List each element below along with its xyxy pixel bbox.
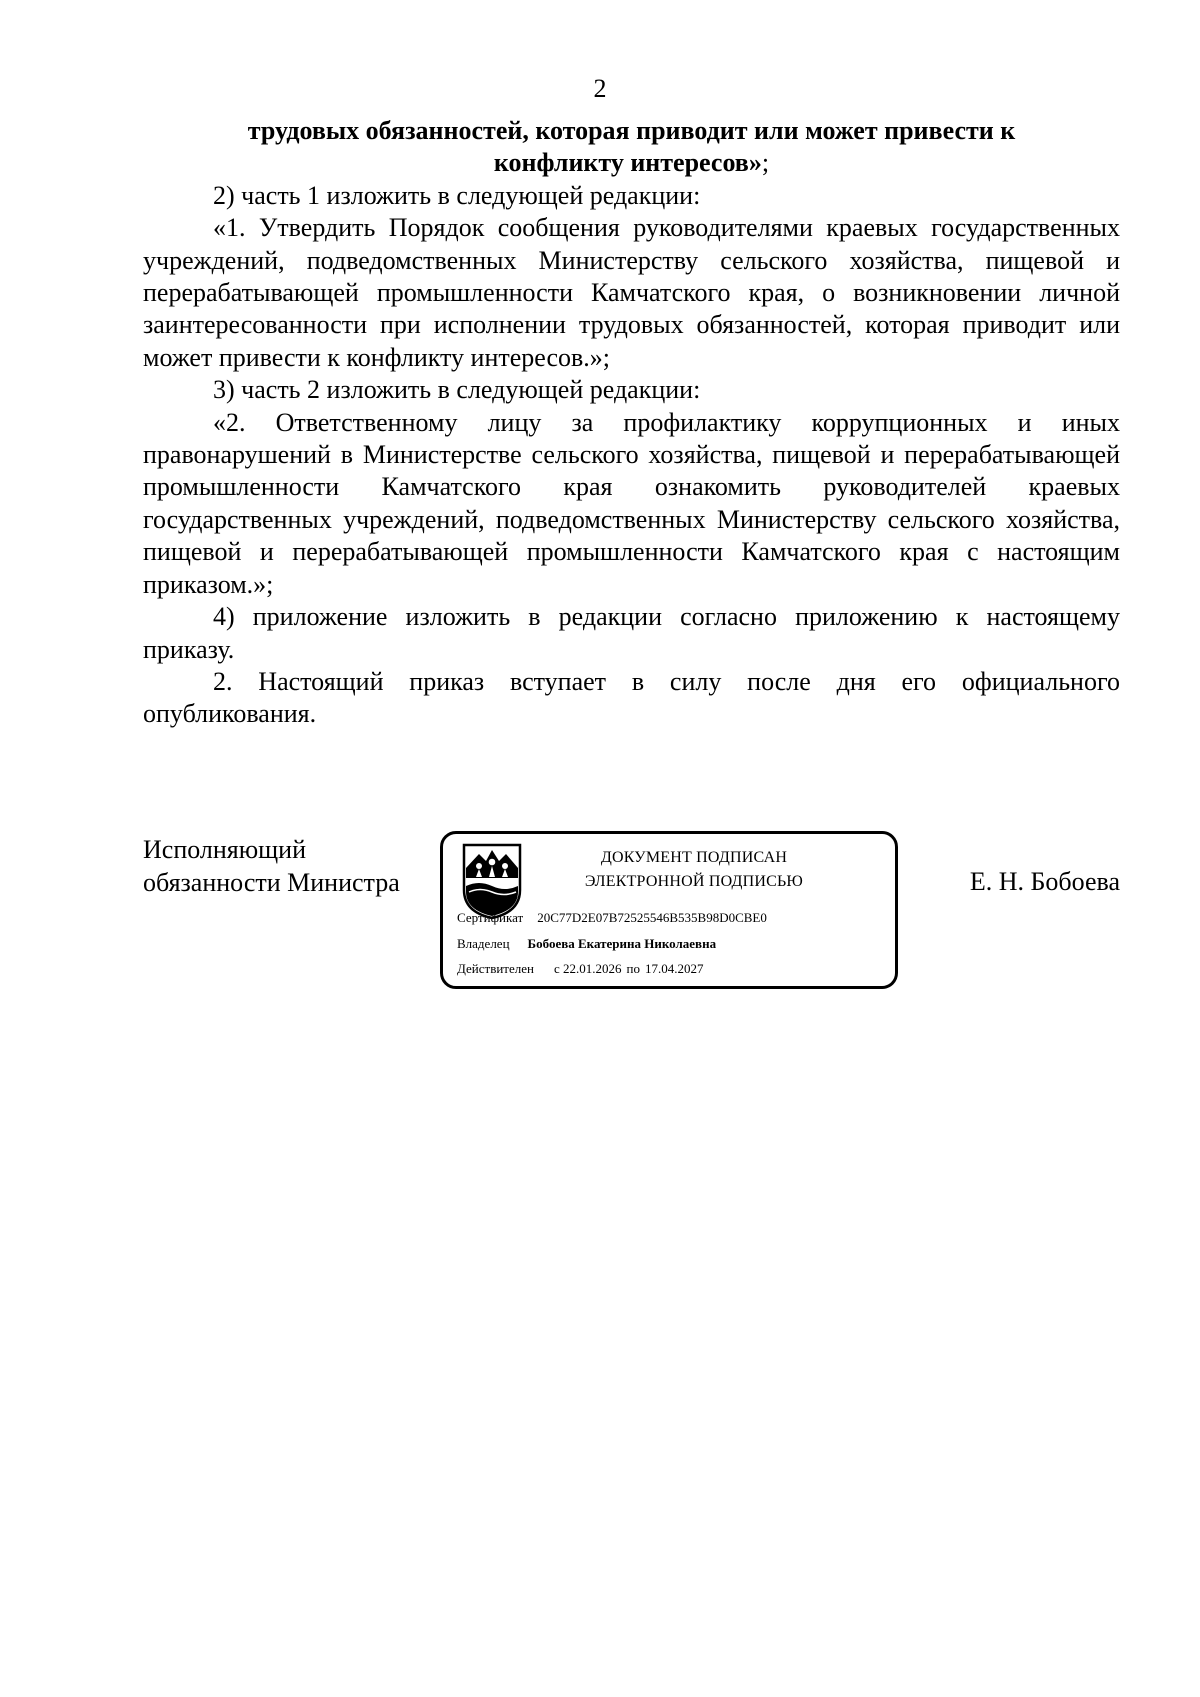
owner-label: Владелец (457, 936, 510, 951)
heading-continuation-tail: ; (761, 148, 770, 178)
paragraph-amend-part-1: 2) часть 1 изложить в следующей редакции: (213, 180, 701, 210)
stamp-owner-row (457, 936, 716, 952)
owner-value: Бобоева Екатерина Николаевна (527, 936, 717, 951)
signer-position (143, 833, 400, 899)
document-body (143, 115, 1120, 731)
stamp-validity-row (457, 961, 703, 977)
page-number: 2 (593, 74, 607, 103)
heading-continuation-text: трудовых обязанностей, которая приводит или может привести к конфликту интересов» (247, 116, 1016, 178)
stamp-title-line-1: ДОКУМЕНТ ПОДПИСАН (600, 849, 788, 866)
paragraph-effective-date: 2. Настоящий приказ вступает в силу после дня его официального опубликования. (143, 666, 1120, 729)
stamp-title-line-2: ЭЛЕКТРОННОЙ ПОДПИСЬЮ (584, 873, 804, 890)
stamp-title (539, 846, 849, 894)
valid-to-prefix: по (626, 961, 640, 976)
validity-period (554, 961, 704, 977)
signer-position-line-2: обязанности Министра (143, 868, 400, 897)
validity-label: Действителен (457, 961, 534, 976)
paragraph-part-2-text: «2. Ответственному лицу за профилактику коррупционных и иных правонарушений в Министерстве сельского хозяйства, пищевой и перерабатывающей промышленности Камчатского края ознакомить руководителей краевых государственных учреждений, подведомственных Министерству сельского хозяйства, пищевой и перерабатывающей промышленности Камчатского края с настоящим приказом.»; (143, 407, 1120, 599)
valid-from-date: 22.01.2026 (563, 961, 622, 976)
electronic-signature-stamp (440, 831, 898, 989)
certificate-value: 20C77D2E07B72525546B535B98D0CBE0 (537, 910, 767, 925)
stamp-certificate-row (457, 910, 767, 926)
signer-position-line-1: Исполняющий (143, 835, 307, 864)
certificate-label: Сертификат (457, 910, 524, 925)
paragraph-part-1-text: «1. Утвердить Порядок сообщения руководителями краевых государственных учреждений, подведомственных Министерству сельского хозяйства, пищевой и перерабатывающей промышленности Камчатского края, о возникновении личной заинтересованности при исполнении трудовых обязанностей, которая приводит или может привести к конфликту интересов.»; (143, 213, 1120, 372)
heading-continuation (143, 115, 1120, 180)
kamchatka-coat-of-arms-icon (461, 842, 523, 920)
valid-from-prefix: с (553, 961, 560, 976)
paragraph-amend-part-2: 3) часть 2 изложить в следующей редакции: (213, 375, 701, 405)
signer-name: Е. Н. Бобоева (969, 867, 1120, 896)
paragraph-appendix: 4) приложение изложить в редакции согласно приложению к настоящему приказу. (143, 602, 1120, 664)
valid-to-date: 17.04.2027 (644, 961, 704, 976)
